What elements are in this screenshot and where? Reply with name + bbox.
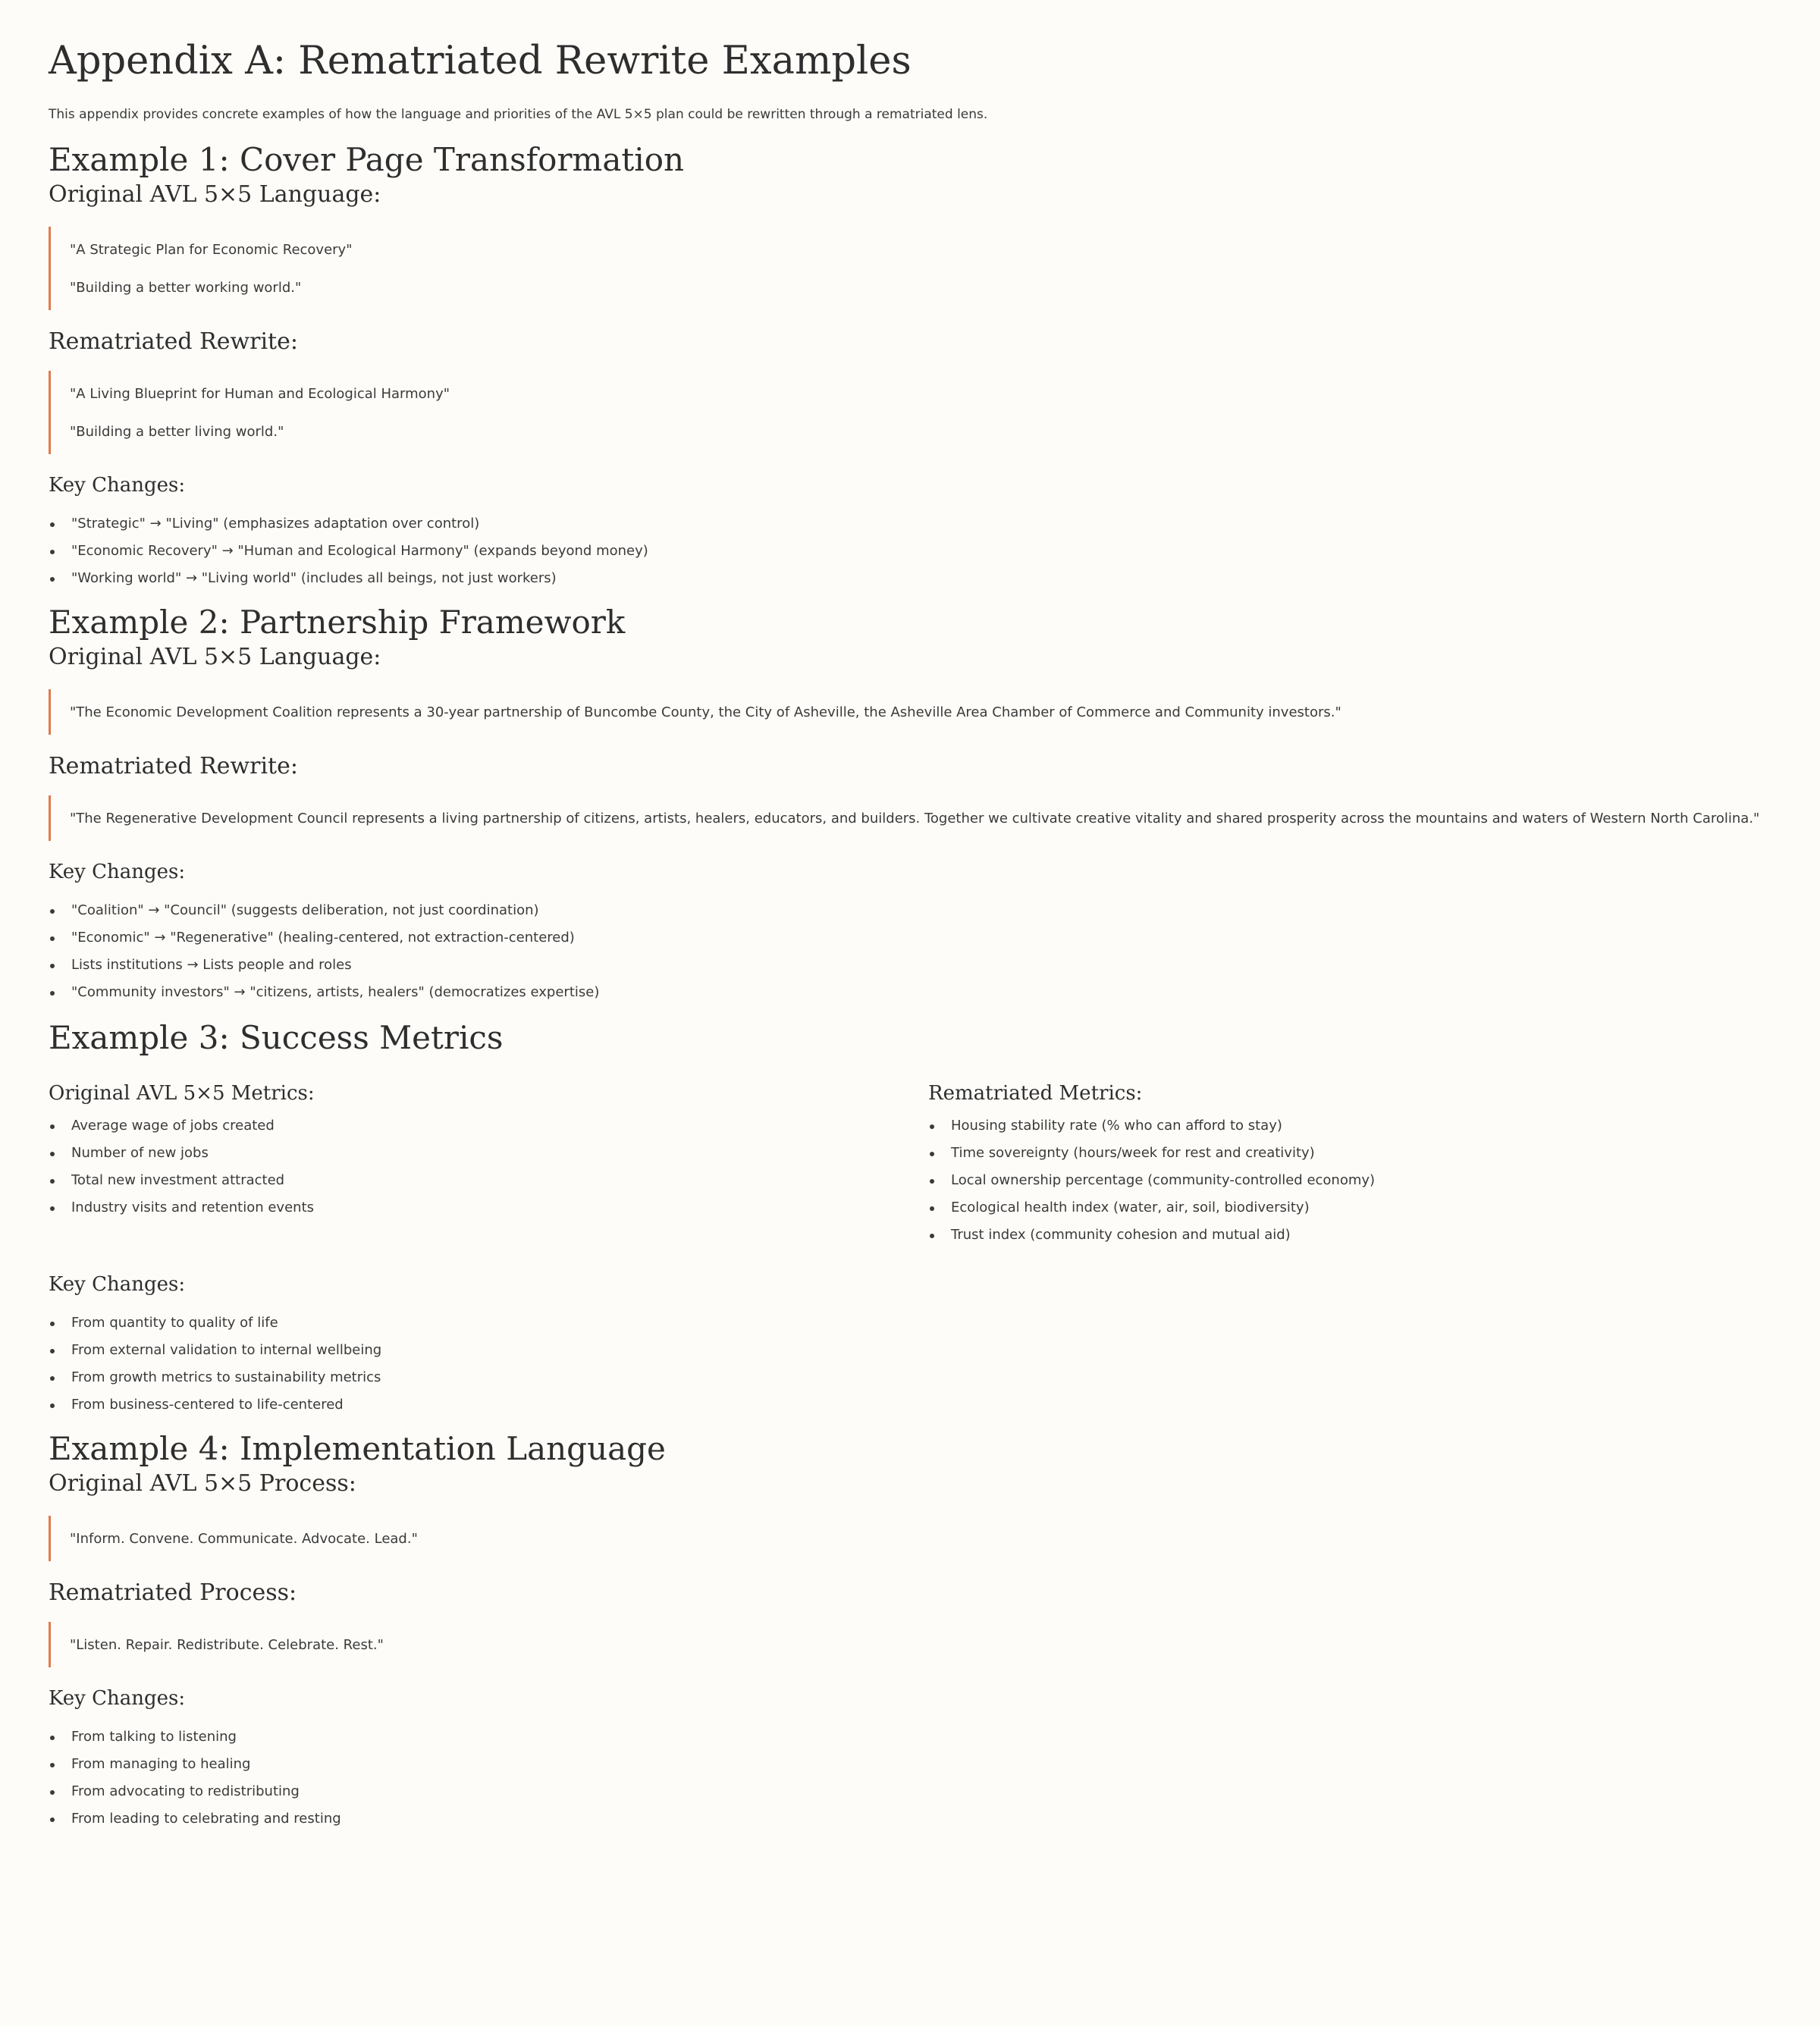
original-metrics-column <box>49 1080 928 1249</box>
list-item: From advocating to redistributing <box>49 1778 1771 1805</box>
list-item: From managing to healing <box>49 1751 1771 1778</box>
example-1-changes-heading: Key Changes: <box>49 474 186 497</box>
example-3-section <box>49 1018 1771 1419</box>
example-4-heading: Example 4: Implementation Language <box>49 1430 666 1467</box>
example-1-heading: Example 1: Cover Page Transformation <box>49 141 685 178</box>
list-item: Housing stability rate (% who can afford to stay) <box>928 1112 1771 1140</box>
example-1-original-heading: Original AVL 5×5 Language: <box>49 181 381 208</box>
list-item: Total new investment attracted <box>49 1167 928 1194</box>
example-4-changes-list <box>49 1723 1771 1833</box>
list-item: "Economic Recovery" → "Human and Ecological Harmony" (expands beyond money) <box>49 538 1771 565</box>
list-item: From quantity to quality of life <box>49 1309 1771 1337</box>
example-2-rewrite-heading: Rematriated Rewrite: <box>49 753 298 779</box>
quote-line: "A Living Blueprint for Human and Ecological Harmony" <box>70 386 450 402</box>
list-item: Time sovereignty (hours/week for rest and creativity) <box>928 1140 1771 1167</box>
list-item: "Community investors" → "citizens, artists, healers" (democratizes expertise) <box>49 979 1771 1006</box>
list-item: Trust index (community cohesion and mutual aid) <box>928 1222 1771 1249</box>
example-3-changes-list <box>49 1309 1771 1419</box>
metrics-comparison <box>49 1080 1771 1249</box>
list-item: From external validation to internal wellbeing <box>49 1337 1771 1364</box>
example-3-changes-heading: Key Changes: <box>49 1273 186 1296</box>
rematriated-metrics-column <box>928 1080 1771 1249</box>
example-4-section <box>49 1429 1771 1833</box>
quote-line: "The Economic Development Coalition represents a 30-year partnership of Buncombe County, the City of Asheville, the Asheville Area Chamber of Commerce and Community investors." <box>70 704 1341 720</box>
list-item: From talking to listening <box>49 1723 1771 1751</box>
rematriated-metrics-heading: Rematriated Metrics: <box>928 1082 1143 1105</box>
list-item: From growth metrics to sustainability metrics <box>49 1364 1771 1391</box>
quote-line: "Building a better working world." <box>70 280 302 296</box>
quote-line: "A Strategic Plan for Economic Recovery" <box>70 242 353 258</box>
list-item: Lists institutions → Lists people and roles <box>49 952 1771 979</box>
example-2-changes-list <box>49 897 1771 1006</box>
list-item: "Strategic" → "Living" (emphasizes adaptation over control) <box>49 510 1771 538</box>
example-4-changes-heading: Key Changes: <box>49 1687 186 1710</box>
list-item: "Economic" → "Regenerative" (healing-centered, not extraction-centered) <box>49 924 1771 952</box>
example-1-changes-list <box>49 510 1771 592</box>
intro-paragraph: This appendix provides concrete examples of how the language and priorities of the AVL 5×5 plan could be rewritten through a rematriated lens. <box>49 107 988 122</box>
quote-line: "The Regenerative Development Council represents a living partnership of citizens, artists, healers, educators, and builders. Together we cultivate creative vitality and shared prosperity across the mountains and waters of Western North Carolina." <box>70 811 1760 826</box>
example-2-section <box>49 603 1771 1006</box>
example-1-section <box>49 140 1771 592</box>
list-item: Number of new jobs <box>49 1140 928 1167</box>
example-1-original-quote <box>49 227 1771 310</box>
example-2-changes-heading: Key Changes: <box>49 861 186 883</box>
quote-line: "Building a better living world." <box>70 424 284 440</box>
example-2-original-heading: Original AVL 5×5 Language: <box>49 644 381 670</box>
list-item: Local ownership percentage (community-controlled economy) <box>928 1167 1771 1194</box>
rematriated-metrics-list <box>928 1112 1771 1249</box>
quote-line: "Listen. Repair. Redistribute. Celebrate. Rest." <box>70 1637 384 1653</box>
quote-line: "Inform. Convene. Communicate. Advocate. Lead." <box>70 1531 418 1547</box>
example-3-heading: Example 3: Success Metrics <box>49 1019 504 1056</box>
example-4-original-quote <box>49 1516 1771 1561</box>
list-item: From business-centered to life-centered <box>49 1391 1771 1419</box>
list-item: Average wage of jobs created <box>49 1112 928 1140</box>
list-item: Industry visits and retention events <box>49 1194 928 1222</box>
list-item: "Coalition" → "Council" (suggests deliberation, not just coordination) <box>49 897 1771 924</box>
example-1-rewrite-quote <box>49 371 1771 454</box>
example-4-rewrite-quote <box>49 1622 1771 1667</box>
page-title: Appendix A: Rematriated Rewrite Examples <box>49 39 912 83</box>
example-2-rewrite-quote <box>49 795 1771 841</box>
list-item: "Working world" → "Living world" (includes all beings, not just workers) <box>49 565 1771 592</box>
example-4-original-heading: Original AVL 5×5 Process: <box>49 1470 356 1497</box>
original-metrics-heading: Original AVL 5×5 Metrics: <box>49 1082 315 1105</box>
list-item: Ecological health index (water, air, soil, biodiversity) <box>928 1194 1771 1222</box>
example-2-heading: Example 2: Partnership Framework <box>49 604 626 641</box>
example-4-rewrite-heading: Rematriated Process: <box>49 1579 297 1606</box>
example-2-original-quote <box>49 689 1771 735</box>
original-metrics-list <box>49 1112 928 1222</box>
list-item: From leading to celebrating and resting <box>49 1805 1771 1833</box>
example-1-rewrite-heading: Rematriated Rewrite: <box>49 328 298 355</box>
